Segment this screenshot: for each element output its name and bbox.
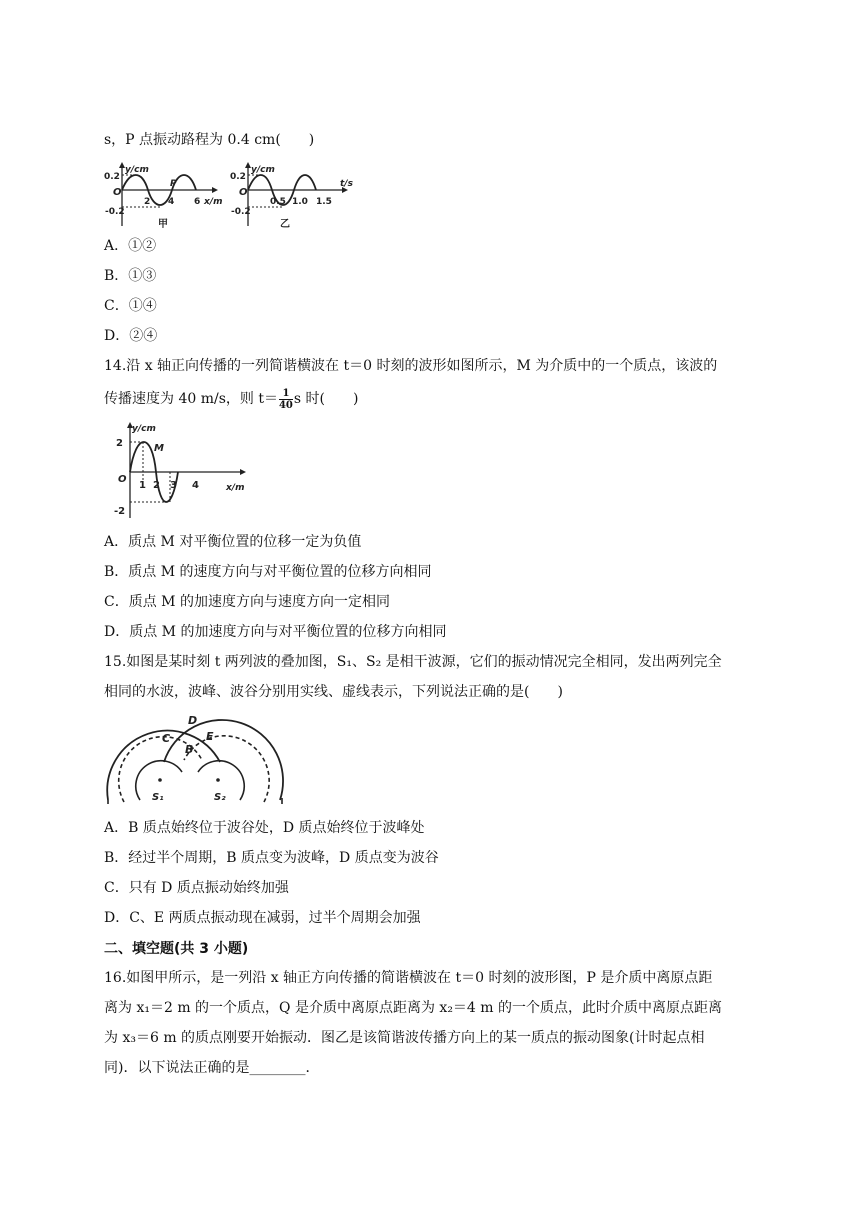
- q13-jia-ymax: 0.2: [104, 172, 120, 182]
- q13-yi-tick: 0.5: [270, 197, 286, 207]
- q13-yi-y-unit: y/cm: [251, 165, 275, 175]
- q13-jia-point-p: P: [170, 179, 177, 189]
- q14-ymax-label: 2: [116, 438, 123, 449]
- q15-label-e: E: [206, 730, 214, 743]
- q14-ymin-label: -2: [114, 506, 126, 517]
- q14-option-a: A．质点 M 对平衡位置的位移一定为负值: [104, 534, 362, 550]
- q14-option-b: B．质点 M 的速度方向与对平衡位置的位移方向相同: [104, 564, 432, 580]
- q15-stem-line1: 15.如图是某时刻 t 两列波的叠加图，S₁、S₂ 是相干波源，它们的振动情况完全相同，发出两列完全: [104, 654, 722, 670]
- q13-stem-tail: s，P 点振动路程为 0.4 cm( ): [104, 132, 315, 148]
- q14-fraction-den: 40: [278, 399, 293, 411]
- q13-figure-jia: [104, 162, 224, 230]
- q14-y-unit-label: y/cm: [132, 424, 156, 434]
- q14-fraction-num: 1: [279, 388, 293, 400]
- q15-option-c: C．只有 D 质点振动始终加强: [104, 880, 289, 896]
- q13-yi-tick: 1.5: [316, 197, 332, 207]
- q14-fraction: [279, 388, 293, 411]
- q14-wave-figure: [112, 420, 252, 520]
- q13-yi-x-unit: t/s: [340, 179, 353, 189]
- q14-stem-line2-pre: 传播速度为 40 m/s，则 t＝: [104, 391, 278, 407]
- q14-stem-line1: 14.沿 x 轴正向传播的一列简谐横波在 t＝0 时刻的波形如图所示，M 为介质中的一个质点，该波的: [104, 358, 718, 374]
- q13-option-d: D．②④: [104, 328, 158, 344]
- q16-stem-line3: 为 x₃＝6 m 的质点刚要开始振动．图乙是该简谐波传播方向上的某一质点的振动图象(计时起点相: [104, 1030, 705, 1046]
- q13-jia-y-unit: y/cm: [125, 165, 149, 175]
- q13-yi-origin: O: [239, 187, 248, 198]
- q15-label-s1: S₁: [152, 792, 164, 803]
- q15-label-c: C: [162, 732, 171, 745]
- q16-stem-line1: 16.如图甲所示，是一列沿 x 轴正方向传播的简谐横波在 t＝0 时刻的波形图，P 是介质中离原点距: [104, 970, 713, 986]
- q13-yi-caption: 乙: [280, 219, 290, 230]
- q13-yi-ymax: 0.2: [230, 172, 246, 182]
- q15-option-a: A．B 质点始终位于波谷处，D 质点始终位于波峰处: [104, 820, 425, 836]
- q14-option-c: C．质点 M 的加速度方向与速度方向一定相同: [104, 594, 390, 610]
- q14-point-m-label: M: [154, 443, 164, 454]
- q13-yi-ymin: -0.2: [231, 207, 251, 217]
- q15-interference-figure: [104, 712, 288, 806]
- q13-yi-tick: 1.0: [292, 197, 308, 207]
- q15-label-d: D: [188, 714, 198, 727]
- q13-jia-x-unit: x/m: [204, 197, 223, 207]
- q13-jia-tick: 4: [168, 197, 175, 207]
- q16-stem-line2: 离为 x₁＝2 m 的一个质点，Q 是介质中离原点距离为 x₂＝4 m 的一个质点，此时介质中离原点距离: [104, 1000, 723, 1016]
- section-title: 二、填空题(共 3 小题): [104, 941, 249, 957]
- q14-stem-line2: [104, 386, 358, 412]
- q14-tick-label: 4: [192, 480, 199, 491]
- q13-option-a: A．①②: [104, 238, 157, 254]
- q16-stem-line4: 同)．以下说法正确的是________．: [104, 1060, 320, 1076]
- q15-option-b: B．经过半个周期，B 质点变为波峰，D 质点变为波谷: [104, 850, 439, 866]
- q15-option-d: D．C、E 两质点振动现在减弱，过半个周期会加强: [104, 910, 421, 926]
- q14-tick-label: 3: [170, 480, 177, 491]
- q14-origin-label: O: [118, 474, 127, 485]
- q13-jia-tick: 6: [194, 197, 201, 207]
- q13-jia-origin: O: [113, 187, 122, 198]
- q15-label-b: B: [185, 743, 194, 756]
- q14-stem-line2-post: s 时( ): [293, 391, 359, 407]
- q13-option-b: B．①③: [104, 268, 157, 284]
- q13-jia-caption: 甲: [158, 219, 168, 230]
- q13-jia-tick: 2: [144, 197, 151, 207]
- q14-tick-label: 2: [153, 480, 160, 491]
- q14-option-d: D．质点 M 的加速度方向与对平衡位置的位移方向相同: [104, 624, 447, 640]
- q15-label-s2: S₂: [214, 792, 226, 803]
- q14-tick-label: 1: [139, 480, 146, 491]
- q13-option-c: C．①④: [104, 298, 157, 314]
- q13-jia-ymin: -0.2: [105, 207, 125, 217]
- q14-x-unit-label: x/m: [226, 483, 245, 493]
- q15-stem-line2: 相同的水波，波峰、波谷分别用实线、虚线表示，下列说法正确的是( ): [104, 684, 563, 700]
- q13-figure-yi: [230, 162, 358, 230]
